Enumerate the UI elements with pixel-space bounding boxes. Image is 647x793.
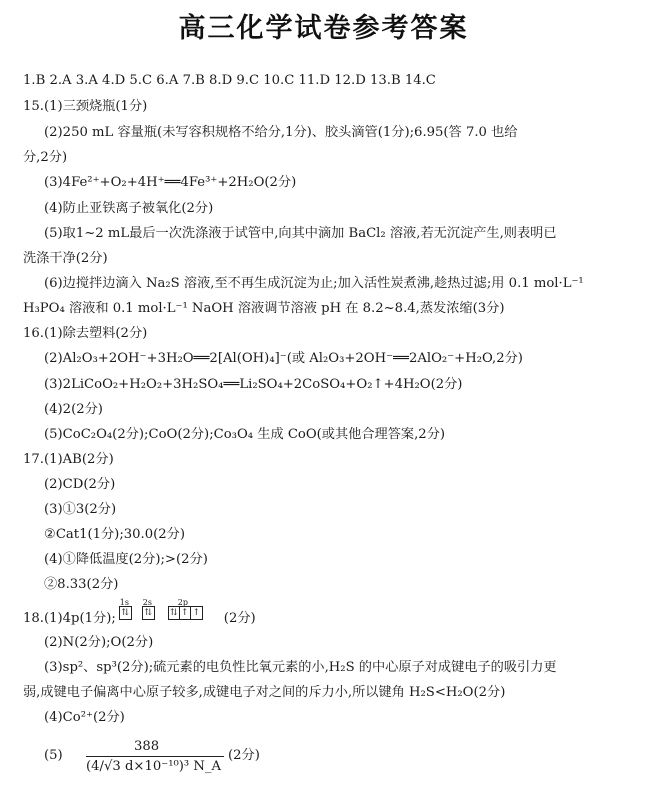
q17-part3: (3)①3(2分) [44, 502, 117, 517]
q15-part2-line1: (2)250 mL 容量瓶(未写容积规格不给分,1分)、胶头滴管(1分);6.95(答 7.0 也给 [44, 125, 518, 140]
q15-part2-line2: 分,2分) [23, 150, 68, 165]
q15-part6-line2: H₃PO₄ 溶液和 0.1 mol·L⁻¹ NaOH 溶液调节溶液 pH 在 8.2~8.4,蒸发浓缩(3分) [23, 301, 505, 316]
q18-part5 [44, 738, 344, 788]
q16-part1: 16.(1)除去塑料(2分) [23, 326, 148, 341]
q18-part5-score: (2分) [228, 748, 260, 763]
orbital-cell: ⇅ [169, 607, 180, 619]
orbital-label-2s: 2s [142, 598, 152, 607]
fraction-numerator: 388 [134, 739, 160, 754]
q17-part4-sub2: ②8.33(2分) [44, 577, 119, 592]
q17-part2: (2)CD(2分) [44, 477, 116, 492]
fraction-denominator: (4/√3 d×10⁻¹⁰)³ N_A [86, 759, 222, 774]
q16-part2: (2)Al₂O₃+2OH⁻+3H₂O══2[Al(OH)₄]⁻(或 Al₂O₃+2OH⁻══2AlO₂⁻+H₂O,2分) [44, 351, 523, 366]
orbital-label-1s: 1s [119, 598, 129, 607]
q17-part3-sub2: ②Cat1(1分);30.0(2分) [44, 527, 186, 542]
orbital-cell: ⇅ [144, 608, 153, 618]
fraction-bar [86, 756, 224, 757]
q17-part4: (4)①降低温度(2分);>(2分) [44, 552, 208, 567]
page-title: 高三化学试卷参考答案 [178, 13, 469, 44]
multiple-choice-answers: 1.B 2.A 3.A 4.D 5.C 6.A 7.B 8.D 9.C 10.C 11.D 12.D 13.B 14.C [23, 73, 436, 88]
q15-part5-line2: 洗涤干净(2分) [23, 251, 108, 266]
orbital-box-1s [119, 606, 132, 620]
orbital-cell: ↑ [192, 608, 201, 618]
q17-part1: 17.(1)AB(2分) [23, 452, 114, 467]
q16-part4: (4)2(2分) [44, 402, 103, 417]
orbital-label-2p: 2p [177, 598, 189, 607]
orbital-cell: ↑ [180, 607, 191, 619]
q16-part5: (5)CoC₂O₄(2分);CoO(2分);Co₃O₄ 生成 CoO(或其他合理答案,2分) [44, 427, 446, 442]
q18-part3-line1: (3)sp²、sp³(2分);硫元素的电负性比氧元素的小,H₂S 的中心原子对成键电子的吸引力更 [44, 660, 557, 675]
q18-part5-label: (5) [44, 748, 63, 763]
q18-part3-line2: 弱,成键电子偏离中心原子较多,成键电子对之间的斥力小,所以键角 H₂S<H₂O(2分) [23, 685, 506, 700]
q16-part3: (3)2LiCoO₂+H₂O₂+3H₂SO₄══Li₂SO₄+2CoSO₄+O₂↑+4H₂O(2分) [44, 377, 463, 392]
orbital-diagram [116, 598, 224, 625]
q15-part5-line1: (5)取1~2 mL最后一次洗涤液于试管中,向其中滴加 BaCl₂ 溶液,若无沉淀产生,则表明已 [44, 226, 557, 241]
q18-part1-score: (2分) [223, 611, 256, 626]
q18-part1-prefix: 18.(1)4p(1分); [23, 611, 116, 626]
q18-part1 [23, 598, 256, 628]
q15-part6-line1: (6)边搅拌边滴入 Na₂S 溶液,至不再生成沉淀为止;加入活性炭煮沸,趁热过滤;用 0.1 mol·L⁻¹ [44, 276, 584, 291]
q15-part3: (3)4Fe²⁺+O₂+4H⁺══4Fe³⁺+2H₂O(2分) [44, 175, 297, 190]
orbital-box-2s [142, 606, 155, 620]
q15-part4: (4)防止亚铁离子被氧化(2分) [44, 201, 214, 216]
q18-part4: (4)Co²⁺(2分) [44, 710, 125, 725]
orbital-cell: ⇅ [121, 608, 130, 618]
q18-part2: (2)N(2分);O(2分) [44, 635, 154, 650]
q15-part1: 15.(1)三颈烧瓶(1分) [23, 99, 148, 114]
orbital-box-2p [168, 606, 203, 620]
